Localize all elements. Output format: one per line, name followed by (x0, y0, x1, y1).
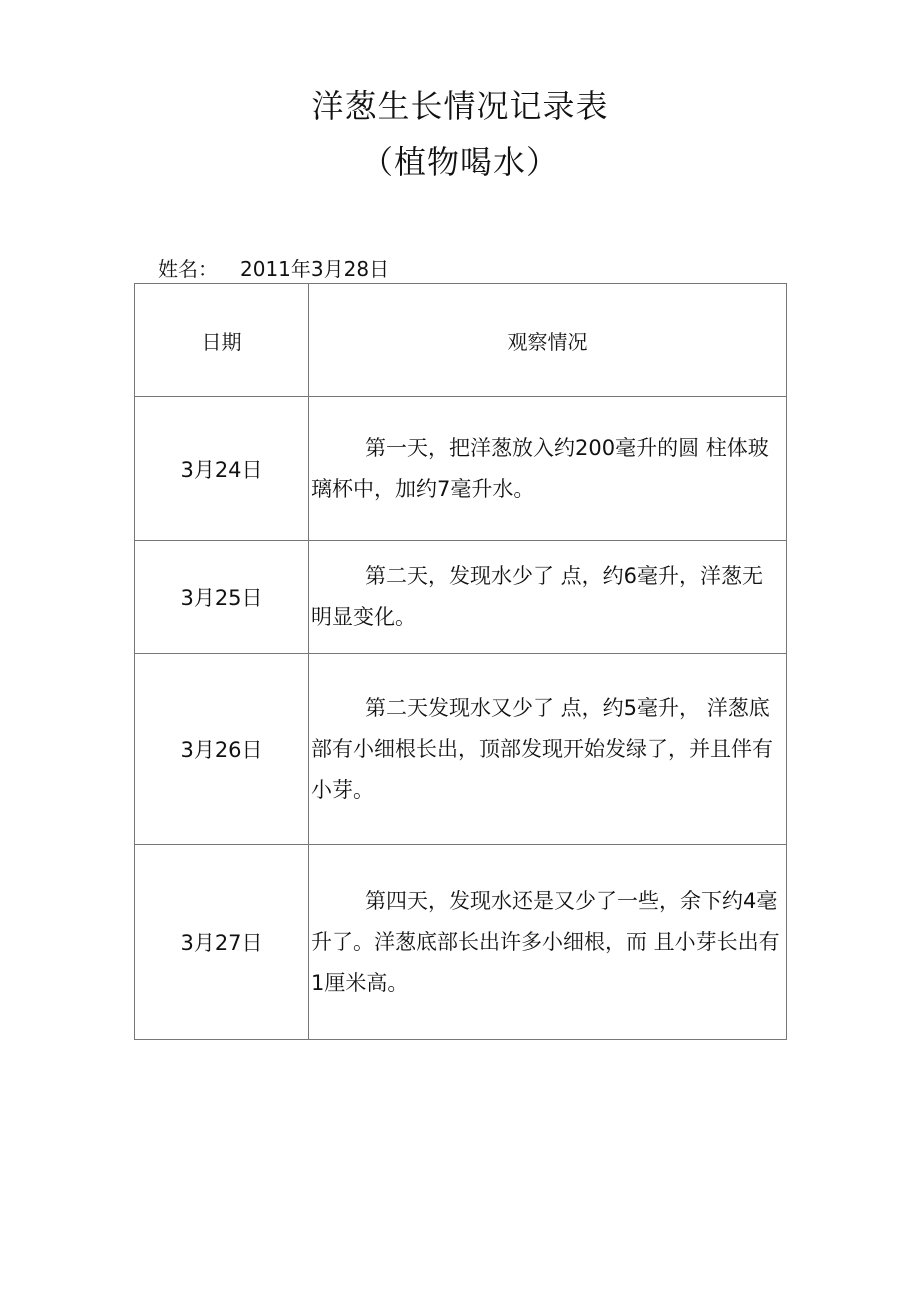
table-row (135, 845, 787, 1040)
record-date: 2011年3月28日 (240, 257, 390, 281)
observation-text: 第二天发现水又少了 点，约5毫升， 洋葱底部有小细根长出，顶部发现开始发绿了，并且伴有小芽。 (311, 695, 773, 802)
observation-text: 第四天，发现水还是又少了一些，余下约4毫升了。洋葱底部长出许多小细根，而 且小芽长出有1厘米高。 (311, 888, 780, 995)
column-header-date: 日期 (135, 284, 309, 397)
table-row (135, 541, 787, 654)
table-row (135, 654, 787, 845)
observation-cell (309, 541, 787, 654)
meta-line (158, 254, 389, 284)
observation-text: 第一天，把洋葱放入约200毫升的圆 柱体玻璃杯中，加约7毫升水。 (311, 435, 769, 501)
date-cell: 3月24日 (135, 397, 309, 541)
column-header-observation: 观察情况 (309, 284, 787, 397)
table-header-row (135, 284, 787, 397)
date-cell: 3月27日 (135, 845, 309, 1040)
observation-cell (309, 654, 787, 845)
page-title: 洋葱生长情况记录表 (311, 87, 609, 125)
name-label: 姓名： (158, 257, 218, 281)
observation-cell (309, 397, 787, 541)
record-table (134, 283, 787, 1040)
observation-cell (309, 845, 787, 1040)
date-cell: 3月25日 (135, 541, 309, 654)
date-cell: 3月26日 (135, 654, 309, 845)
page-subtitle: （植物喝水） (360, 143, 559, 181)
table-row (135, 397, 787, 541)
observation-text: 第二天，发现水少了 点，约6毫升，洋葱无明显变化。 (311, 564, 764, 629)
